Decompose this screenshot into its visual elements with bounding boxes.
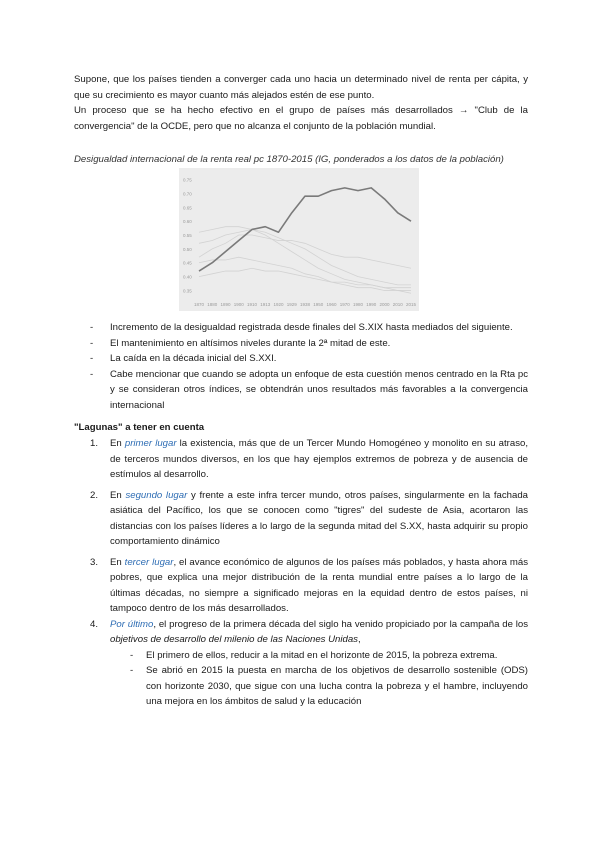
y-tick-label: 0.70 (183, 191, 192, 197)
list-item: 1. En primer lugar la existencia, más que de un Tercer Mundo Homogéneo y monolito en su atraso, de terceros mundos diversos, en los que hay ejemplos extremos de pobreza y de ausencia de estímulos al desarrollo. (90, 438, 528, 480)
x-tick-label: 1900 (233, 302, 244, 307)
faint-line-0 (199, 235, 411, 268)
highlight-text: Por último (110, 618, 154, 630)
list-item: 2. En segundo lugar y frente a este infra tercer mundo, otros países, singularmente en la fachada asiática del Pacífico, los que se conocen como "tigres" del sudeste de Asia, acortaron las distancias con los países líderes a lo largo de la segunda mitad del S.XX, hasta adquirir su propio comportamiento dinámico (90, 489, 529, 547)
x-tick-label: 1970 (339, 302, 350, 307)
x-tick-label: 1938 (299, 302, 311, 307)
x-tick-label: 1960 (326, 302, 337, 307)
x-tick-label: 1910 (246, 302, 258, 307)
x-tick-label: 2010 (392, 302, 403, 307)
figure-caption: Desigualdad internacional de la renta real pc 1870-2015 (IG, ponderados a los datos de la población) (74, 154, 504, 165)
highlight-text: tercer lugar (124, 556, 174, 568)
chart-canvas (179, 168, 419, 311)
highlight-text: primer lugar (124, 438, 177, 449)
y-tick-label: 0.75 (183, 177, 192, 183)
y-tick-label: 0.55 (183, 233, 192, 238)
list-item: - La caída en la década inicial del S.XXI. (90, 353, 277, 364)
x-tick-label: 2015 (405, 302, 417, 307)
faint-line-2 (199, 257, 411, 293)
x-tick-labels (194, 302, 417, 307)
y-tick-labels (183, 178, 192, 294)
bullet-list (90, 320, 528, 413)
list-item: 4. Por último, el progreso de la primera década del siglo ha venido propiciado por la campaña de los objetivos de desarrollo del milenio de las Naciones Unidas, - El primero de ellos, reducir a la mitad en el horizonte de 2015, la pobreza extrema. - Se abrió en 2015 la puesta en marcha de los objetivos de desarrollo sostenible (ODS) con horizonte 2030, que sigue con una lucha contra la pobreza y el hambre, incluyendo una mejora en los ámbitos de salud y la educación (90, 617, 528, 710)
x-tick-label: 1980 (352, 302, 364, 307)
inequality-chart (179, 168, 419, 311)
list-item: - Incremento de la desigualdad registrada desde finales del S.XIX hasta mediados del siguiente. (90, 322, 513, 333)
emphasis-text: objetivos de desarrollo del milenio de las Naciones Unidas (110, 634, 358, 645)
x-tick-label: 1990 (366, 302, 377, 307)
x-tick-label: 1890 (220, 302, 231, 307)
list-item: 3. En tercer lugar, el avance económico de algunos de los países más poblados, y hasta ahora más pobres, que explica una mejor distribución de la renta mundial entre países a lo largo de la últimas décadas, no siempre a significado mejoras en la equidad dentro de estos países, ni tampoco dentro de los más desarrollados. (90, 556, 528, 614)
faint-line-3 (199, 268, 411, 287)
y-tick-label: 0.50 (183, 246, 192, 252)
y-tick-label: 0.40 (183, 274, 192, 280)
intro-paragraph-1: Supone, que los países tienden a converger cada uno hacia un determinado nivel de renta per cápita, y que su crecimiento es mayor cuanto más alejados estén de ese punto. (74, 74, 528, 101)
x-tick-label: 1929 (286, 302, 297, 307)
x-tick-label: 1920 (273, 302, 284, 307)
intro-paragraph-2: Un proceso que se ha hecho efectivo en el grupo de países más desarrollados → "Club de la convergencia" de la OCDE, pero que no alcanza el conjunto de la población mundial. (74, 105, 528, 132)
x-tick-label: 1870 (193, 302, 205, 307)
y-tick-label: 0.35 (183, 288, 192, 294)
x-tick-label: 1950 (313, 302, 324, 307)
x-tick-label: 1913 (260, 302, 271, 307)
x-tick-label: 2000 (379, 302, 390, 307)
sub-list-item: - Se abrió en 2015 la puesta en marcha de los objetivos de desarrollo sostenible (ODS) con horizonte 2030, que sigue con una lucha contra la pobreza y el hambre, incluyendo una mejora en los ámbitos de salud y la educación (130, 665, 528, 707)
y-tick-label: 0.60 (183, 219, 192, 225)
y-tick-label: 0.45 (183, 260, 192, 266)
list-item: - El mantenimiento en altísimos niveles durante la 2ª mitad de este. (90, 337, 391, 349)
list-item: - Cabe mencionar que cuando se adopta un enfoque de esta cuestión menos centrado en la Rta pc y se consideran otros índices, se obtendrán unos resultados más favorables a la convergencia internacional (90, 368, 528, 411)
faint-background-lines (199, 227, 411, 294)
highlight-text: segundo lugar (125, 489, 188, 501)
section-heading: "Lagunas" a tener en cuenta (74, 422, 205, 433)
lagunas-list (90, 436, 528, 710)
x-tick-label: 1880 (207, 302, 218, 307)
y-tick-label: 0.65 (183, 205, 192, 211)
sub-list-item: - El primero de ellos, reducir a la mitad en el horizonte de 2015, la pobreza extrema. (130, 649, 498, 661)
sub-list (110, 648, 528, 710)
